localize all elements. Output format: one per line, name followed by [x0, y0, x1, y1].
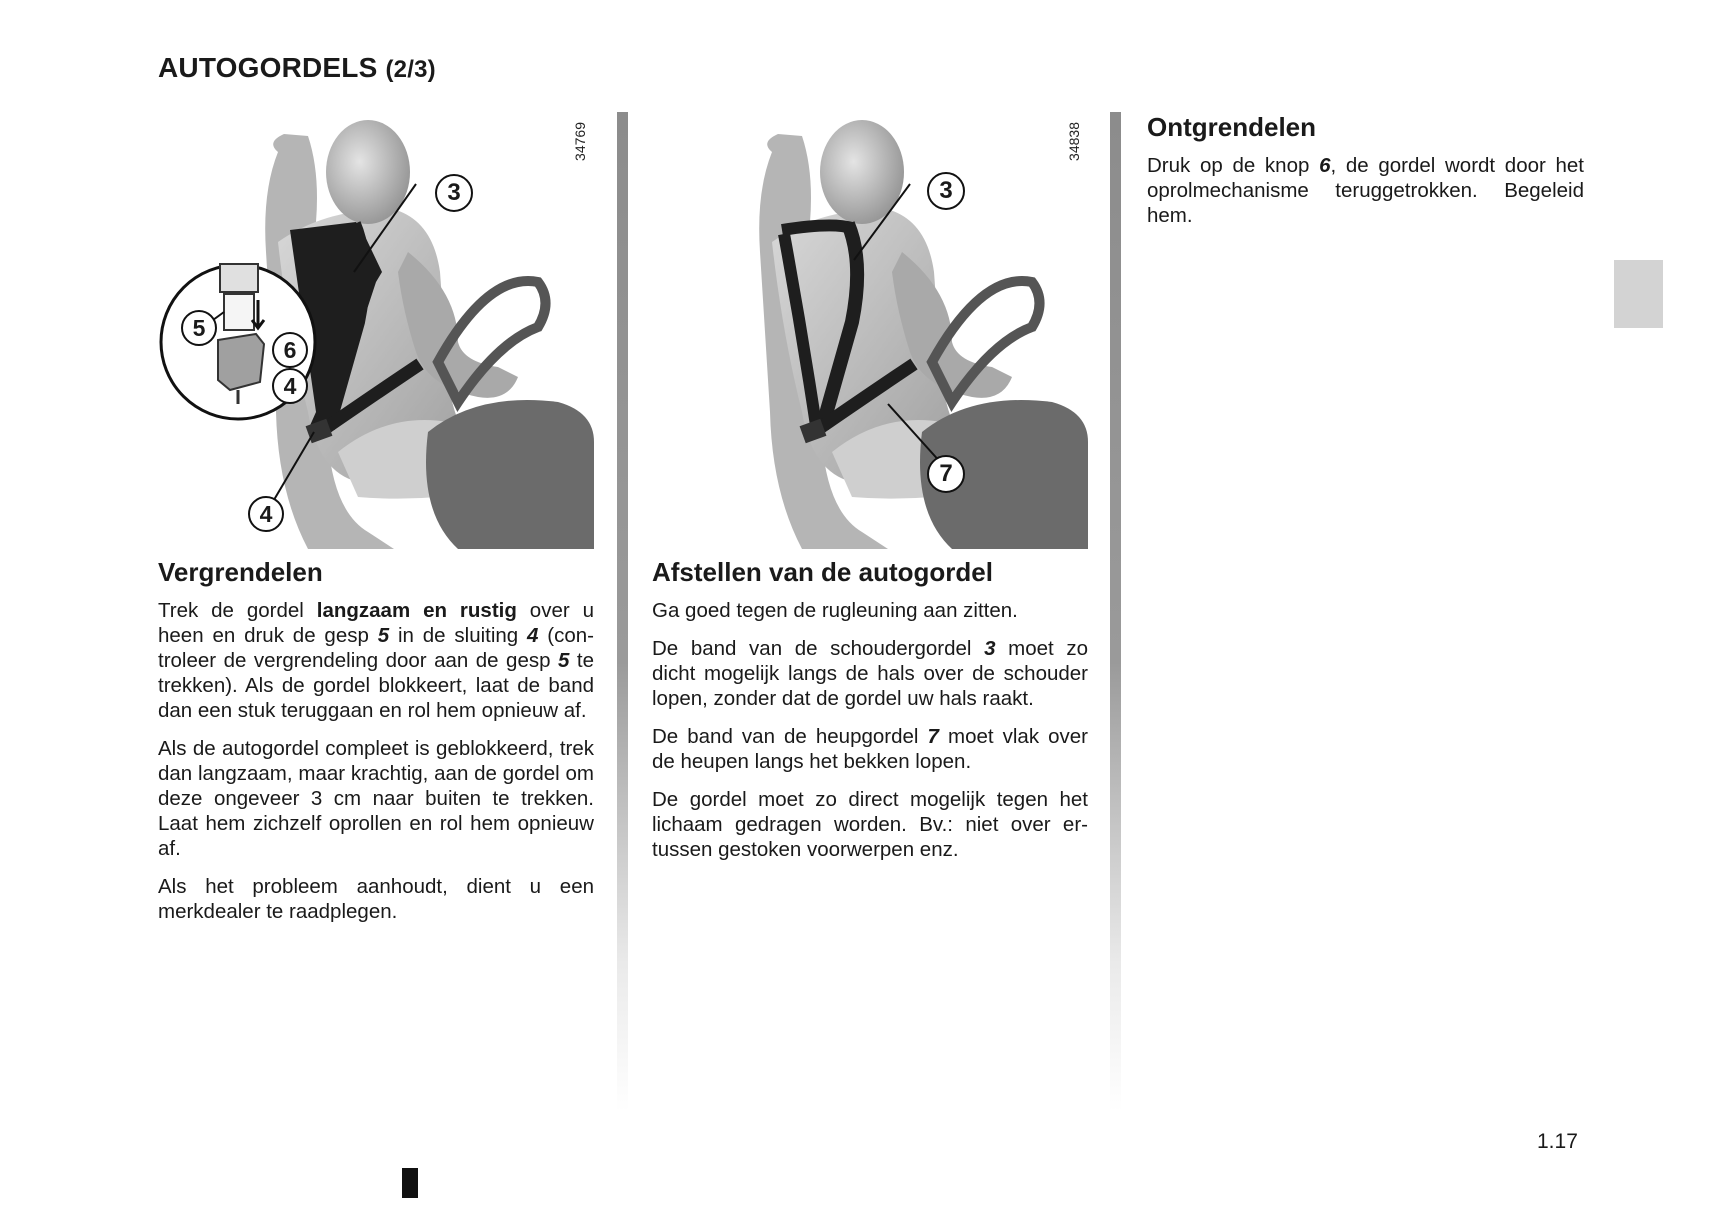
- callout-4: [248, 496, 284, 532]
- callout-3-label: 3: [447, 179, 461, 206]
- text-span: De band van de heupgordel: [652, 725, 928, 749]
- page-number: 1.17: [1537, 1130, 1578, 1153]
- reference-number: 6: [1319, 154, 1331, 178]
- text-span: over u heen en druk de gesp: [158, 599, 594, 648]
- figure-seatbelt-adjusting: [652, 112, 1088, 549]
- heading-vergrendelen: Vergrendelen: [158, 557, 323, 587]
- seatbelt-illustration: [158, 112, 594, 549]
- page-title: [158, 52, 436, 84]
- seatbelt-illustration: [652, 112, 1088, 549]
- page-title-part: (2/3): [385, 56, 436, 83]
- text-span: (controleer de vergrendeling door aan de gesp: [158, 624, 594, 673]
- column-ontgrendelen: [1147, 112, 1584, 241]
- callout-7-label: 7: [939, 460, 953, 487]
- callout-4-label: 4: [259, 501, 273, 527]
- reference-number: 4: [527, 624, 539, 648]
- callout-6-label: 6: [283, 337, 297, 363]
- text-span: , de gordel wordt door het oprolmechanisme teruggetrokken. Begeleid hem.: [1147, 154, 1584, 228]
- callout-4-inset-label: 4: [283, 373, 297, 399]
- paragraph-afstellen-1: Ga goed tegen de rugleuning aan zitten.: [652, 599, 1018, 623]
- callout-5: [181, 310, 217, 346]
- callout-4-inset: [272, 368, 308, 404]
- text-span: te trekken). Als de gordel blokkeert, laat de band dan een stuk teruggaan en rol hem opnieuw af.: [158, 649, 594, 723]
- callout-6: [272, 332, 308, 368]
- inset-buckle: [218, 334, 264, 390]
- column-vergrendelen: [158, 112, 594, 937]
- heading-afstellen: Afstellen van de autogordel: [652, 557, 993, 587]
- callout-7: [927, 455, 965, 493]
- text-span: moet vlak over de heupen langs het bekken lopen.: [652, 725, 1089, 774]
- text-span: Trek de gordel: [158, 599, 317, 623]
- column-divider: [1110, 112, 1121, 1112]
- chapter-tab: [1614, 260, 1663, 328]
- reference-number: 5: [377, 624, 390, 648]
- reference-number: 5: [558, 649, 570, 673]
- paragraph-vergrendelen-2: Als de autogordel compleet is geblokkeerd, trek dan langzaam, maar krachtig, aan de gordel om deze ongeveer 3 cm naar buiten te trekken. Laat hem zichzelf oprollen en rol hem opnieuw af.: [158, 737, 594, 861]
- reference-number: 3: [984, 637, 996, 661]
- print-mark: [402, 1168, 418, 1198]
- paragraph-afstellen-2: [652, 636, 1088, 711]
- heading-ontgrendelen: Ontgrendelen: [1147, 112, 1317, 142]
- page-title-text: AUTOGORDELS: [158, 52, 378, 83]
- emphasis-text: langzaam en rustig: [316, 599, 517, 623]
- paragraph-afstellen-4: De gordel moet zo direct mogelijk tegen het lichaam gedragen worden. Bv.: niet over ertussen gestoken voorwerpen enz.: [652, 788, 1088, 862]
- text-span: De band van de schoudergordel: [652, 637, 985, 661]
- paragraph-vergrendelen-3: Als het probleem aanhoudt, dient u een merkdealer te raadplegen.: [158, 875, 594, 924]
- paragraph-vergrendelen-1: [158, 598, 594, 723]
- callout-3: [435, 174, 473, 212]
- callout-3: [927, 172, 965, 210]
- head: [326, 120, 410, 224]
- text-span: moet zo dicht mogelijk langs de hals over de schouder lopen, zonder dat de gordel uw hals raakt.: [652, 637, 1088, 711]
- callout-5-label: 5: [192, 315, 206, 341]
- text-span: in de sluiting: [389, 624, 528, 648]
- inset-tongue-plate: [224, 294, 254, 330]
- column-afstellen: [652, 112, 1088, 875]
- dashboard: [426, 400, 594, 549]
- paragraph-ontgrendelen-1: [1147, 153, 1584, 228]
- inset-belt-tongue: [220, 264, 258, 292]
- text-span: Druk op de knop: [1147, 154, 1320, 178]
- callout-3-label: 3: [939, 177, 953, 204]
- reference-number: 7: [927, 725, 939, 749]
- figure-seatbelt-locking: [158, 112, 594, 549]
- paragraph-afstellen-3: [652, 724, 1088, 774]
- figure-code: 34769: [572, 122, 588, 161]
- column-divider: [617, 112, 628, 1112]
- shoulder-belt-top: [782, 225, 852, 230]
- figure-code: 34838: [1066, 122, 1082, 161]
